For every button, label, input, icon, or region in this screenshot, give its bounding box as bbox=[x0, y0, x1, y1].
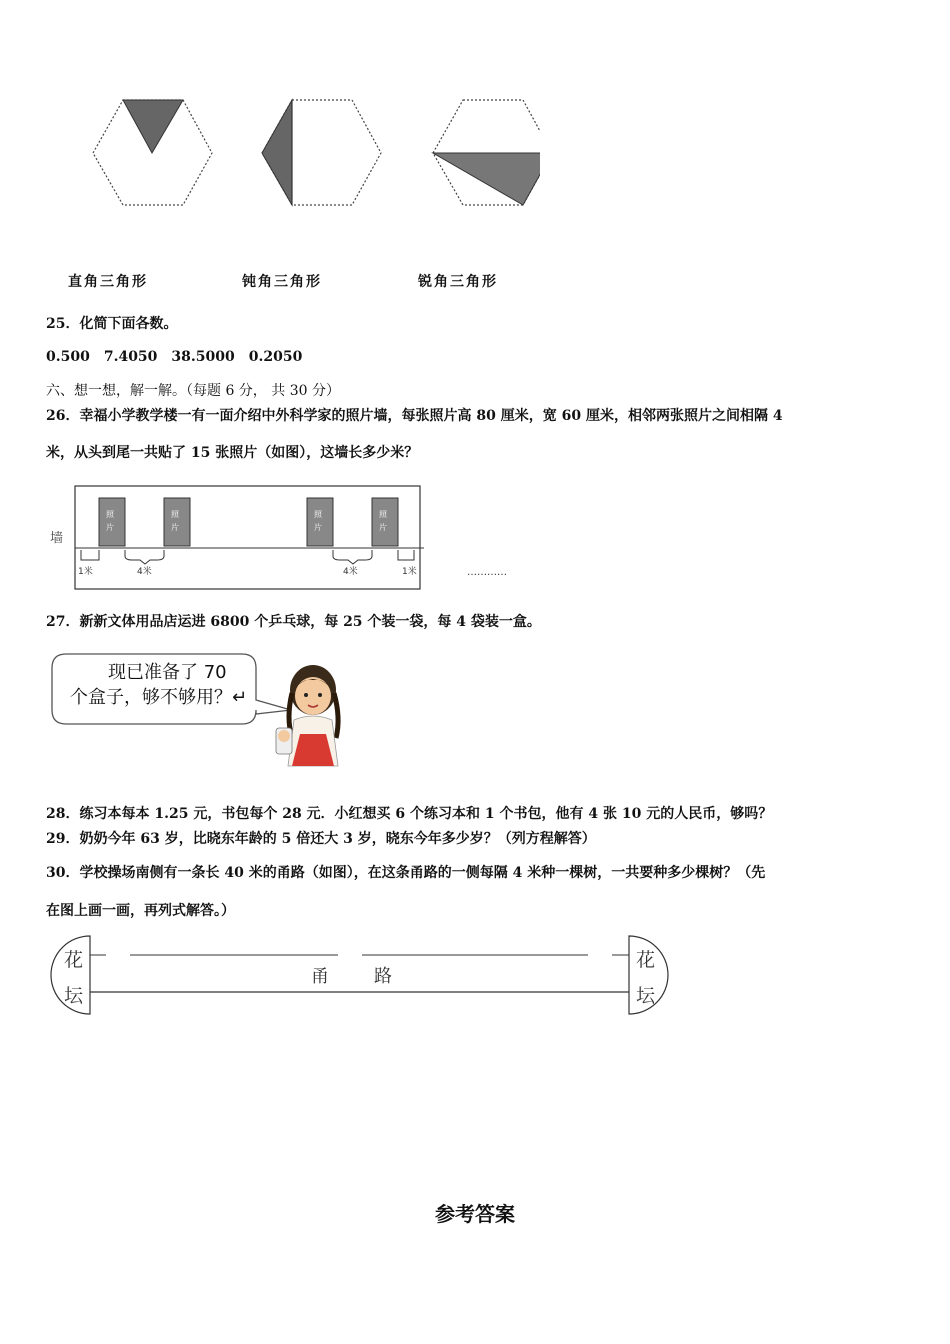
photo-wall-figure bbox=[44, 480, 524, 595]
dim-1m-right: 1米 bbox=[402, 567, 417, 577]
hexagon-right-triangle bbox=[93, 100, 212, 205]
dim-1m-left: 1米 bbox=[78, 567, 93, 577]
svg-text:片: 片 bbox=[379, 523, 387, 532]
svg-text:照: 照 bbox=[171, 510, 179, 519]
road-label-char1: 甬 bbox=[311, 966, 329, 987]
speech-bubble-line2: 个盒子，够不够用？↵ bbox=[70, 687, 248, 708]
svg-text:照: 照 bbox=[106, 510, 114, 519]
continuation-dots: ………… bbox=[467, 567, 507, 578]
question-30-line1: 30．学校操场南侧有一条长 40 米的甬路（如图），在这条甬路的一侧每隔 4 米种一棵树，一共要种多少棵树？（先 bbox=[46, 865, 766, 881]
right-bed-char-top: 花 bbox=[636, 949, 656, 971]
photo-4 bbox=[372, 498, 398, 546]
section-6-title: 六、想一想，解一解。（每题 6 分， 共 30 分） bbox=[46, 383, 340, 399]
left-bed-char-bottom: 坛 bbox=[64, 985, 84, 1007]
wall-label: 墙 bbox=[50, 531, 64, 546]
label-acute-triangle: 锐角三角形 bbox=[418, 274, 498, 290]
answers-title: 参考答案 bbox=[435, 1202, 515, 1226]
question-25-numbers: 0.500 7.4050 38.5000 0.2050 bbox=[46, 349, 303, 365]
svg-text:照: 照 bbox=[314, 510, 322, 519]
svg-text:片: 片 bbox=[106, 523, 114, 532]
label-obtuse-triangle: 钝角三角形 bbox=[242, 274, 322, 290]
dim-4m-left: 4米 bbox=[137, 567, 152, 577]
right-bed-char-bottom: 坛 bbox=[636, 985, 656, 1007]
road-figure bbox=[46, 932, 676, 1020]
girl-illustration bbox=[276, 665, 338, 766]
speech-bubble-line1: 现已准备了 70 bbox=[108, 662, 227, 683]
question-29: 29．奶奶今年 63 岁，比晓东年龄的 5 倍还大 3 岁，晓东今年多少岁？（列方程解答） bbox=[46, 831, 596, 847]
photo-3 bbox=[307, 498, 333, 546]
question-26-line2: 米，从头到尾一共贴了 15 张照片（如图），这墙长多少米？ bbox=[46, 445, 419, 461]
label-right-triangle: 直角三角形 bbox=[68, 274, 148, 290]
svg-text:照: 照 bbox=[379, 510, 387, 519]
hexagon-acute-triangle bbox=[433, 100, 540, 205]
dim-4m-right: 4米 bbox=[343, 567, 358, 577]
svg-text:片: 片 bbox=[314, 523, 322, 532]
question-28: 28．练习本每本 1.25 元，书包每个 28 元．小红想买 6 个练习本和 1 个书包，他有 4 张 10 元的人民币，够吗？ bbox=[46, 806, 773, 822]
question-30-line2: 在图上画一画，再列式解答。） bbox=[46, 903, 235, 919]
hexagon-obtuse-triangle bbox=[262, 100, 381, 205]
svg-text:片: 片 bbox=[171, 523, 179, 532]
question-25: 25．化简下面各数。 bbox=[46, 316, 178, 332]
photo-1 bbox=[99, 498, 125, 546]
road-label-char2: 路 bbox=[374, 966, 392, 987]
hexagon-figures bbox=[40, 90, 540, 220]
question-27: 27．新新文体用品店运进 6800 个乒乓球，每 25 个装一袋，每 4 袋装一盒。 bbox=[46, 614, 541, 630]
question-26-line1: 26．幸福小学教学楼一有一面介绍中外科学家的照片墙，每张照片高 80 厘米，宽 60 厘米，相邻两张照片之间相隔 4 bbox=[46, 408, 783, 424]
photo-2 bbox=[164, 498, 190, 546]
left-bed-char-top: 花 bbox=[64, 949, 84, 971]
